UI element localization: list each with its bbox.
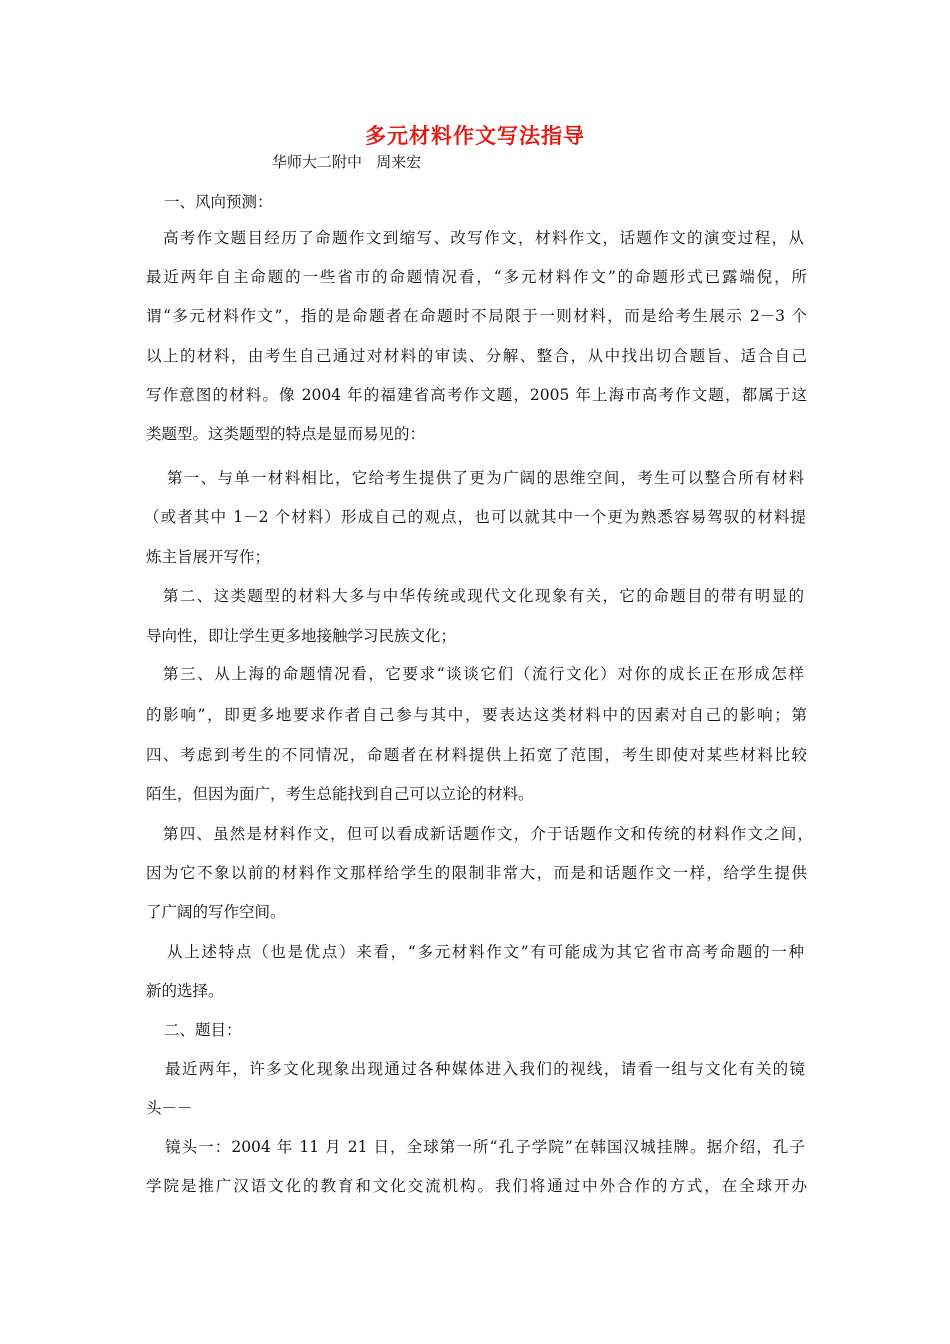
paragraph-line: （或者其中 1－2 个材料）形成自己的观点，也可以就其中一个更为熟悉容易驾驭的材料提	[144, 508, 806, 526]
paragraph-line: 以上的材料，由考生自己通过对材料的审读、分解、整合，从中找出切合题旨、适合自己	[146, 347, 807, 365]
paragraph-line: 了广阔的写作空间。	[146, 903, 286, 921]
paragraph-line: 炼主旨展开写作；	[146, 548, 271, 566]
paragraph-line: 陌生，但因为面广，考生总能找到自己可以立论的材料。	[146, 785, 534, 803]
paragraph-line: 的影响”，即更多地要求作者自己参与其中，要表达这类材料中的因素对自己的影响；第	[146, 706, 807, 724]
paragraph-line: 学院是推广汉语文化的教育和文化交流机构。我们将通过中外合作的方式，在全球开办	[146, 1177, 807, 1195]
paragraph-line: 从上述特点（也是优点）来看，“多元材料作文”有可能成为其它省市高考命题的一种	[167, 943, 804, 961]
paragraph-line: 第四、虽然是材料作文，但可以看成新话题作文，介于话题作文和传统的材料作文之间，	[163, 825, 813, 843]
section-heading: 一、风向预测：	[164, 193, 273, 211]
paragraph-line: 新的选择。	[146, 982, 224, 1000]
paragraph-line: 类题型。这类题型的特点是显而易见的：	[146, 425, 426, 443]
author-byline: 华师大二附中 周来宏	[272, 153, 422, 171]
paragraph-line: 第二、这类题型的材料大多与中华传统或现代文化现象有关，它的命题目的带有明显的	[163, 587, 804, 605]
paragraph-line: 因为它不象以前的材料作文那样给学生的限制非常大，而是和话题作文一样，给学生提供	[146, 864, 807, 882]
paragraph-line: 第三、从上海的命题情况看，它要求“谈谈它们（流行文化）对你的成长正在形成怎样	[163, 665, 804, 683]
paragraph-line: 四、考虑到考生的不同情况，命题者在材料提供上拓宽了范围，考生即使对某些材料比较	[146, 746, 807, 764]
paragraph-line: 镜头一：2004 年 11 月 21 日，全球第一所“孔子学院”在韩国汉城挂牌。据介绍，孔子	[165, 1138, 805, 1156]
section-heading: 二、题目：	[164, 1021, 242, 1039]
paragraph-line: 最近两年自主命题的一些省市的命题情况看，“多元材料作文”的命题形式已露端倪，所	[146, 268, 807, 286]
paragraph-line: 高考作文题目经历了命题作文到缩写、改写作文，材料作文，话题作文的演变过程，从	[163, 229, 804, 247]
paragraph-line: 写作意图的材料。像 2004 年的福建省高考作文题，2005 年上海市高考作文题，都属于这	[146, 386, 807, 404]
paragraph-line: 头－－	[146, 1099, 193, 1117]
paragraph-line: 第一、与单一材料相比，它给考生提供了更为广阔的思维空间，考生可以整合所有材料	[167, 469, 804, 487]
paragraph-line: 谓“多元材料作文”，指的是命题者在命题时不局限于一则材料，而是给考生展示 2－3 个	[146, 307, 807, 325]
document-title: 多元材料作文写法指导	[365, 123, 585, 148]
paragraph-line: 最近两年，许多文化现象出现通过各种媒体进入我们的视线，请看一组与文化有关的镜	[165, 1060, 805, 1078]
paragraph-line: 导向性，即让学生更多地接触学习民族文化；	[146, 627, 457, 645]
